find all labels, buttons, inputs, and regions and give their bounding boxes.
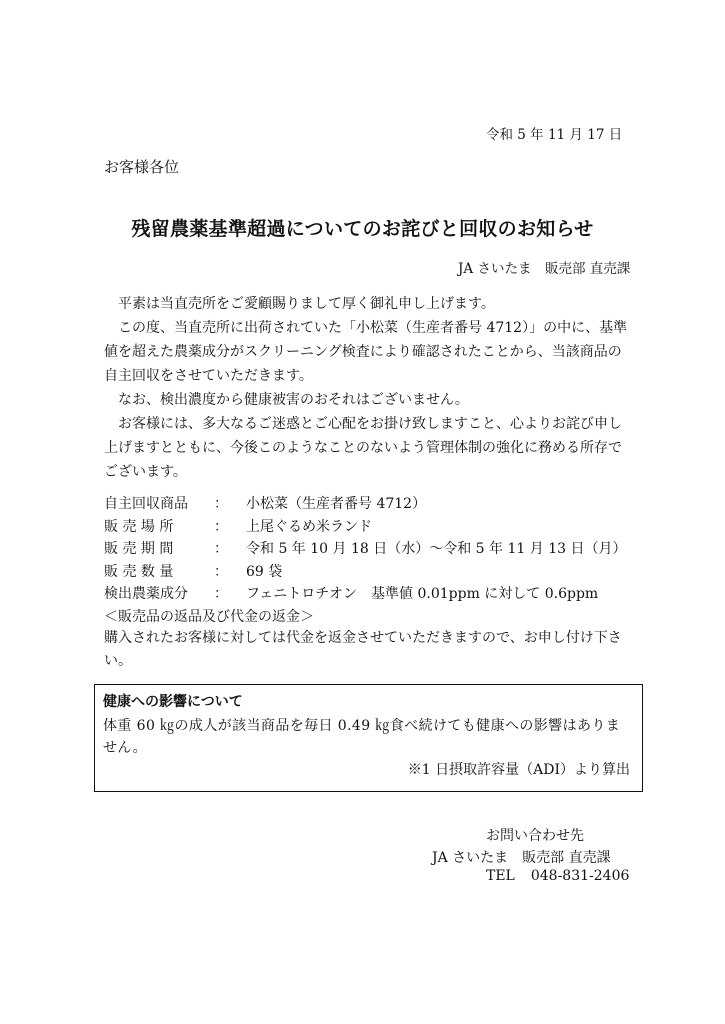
refund-heading-text: ＜販売品の返品及び代金の返金＞ xyxy=(104,608,314,625)
detail-colon: ： xyxy=(214,541,228,557)
detail-label: 販 売 期 間 xyxy=(104,541,174,557)
detail-colon: ： xyxy=(214,496,228,512)
phone-label: TEL xyxy=(486,868,515,884)
recall-details xyxy=(104,493,644,628)
body-paragraph-safety: なお、検出濃度から健康被害のおそれはございません。 xyxy=(118,392,469,408)
detail-label: 検出農薬成分 xyxy=(104,586,188,602)
detail-row-pesticide xyxy=(104,583,644,606)
salutation: お客様各位 xyxy=(104,158,180,176)
refund-heading xyxy=(104,606,644,629)
detail-row-period xyxy=(104,538,644,561)
detail-label: 販 売 場 所 xyxy=(104,518,174,535)
health-box-note: ※1 日摂取許容量（ADI）より算出 xyxy=(407,762,630,778)
detail-value: 令和 5 年 10 月 18 日（水）～令和 5 年 11 月 13 日（月） xyxy=(246,541,627,557)
health-impact-box xyxy=(94,684,643,792)
detail-colon: ： xyxy=(214,518,228,535)
phone-number: 048-831-2406 xyxy=(530,868,630,884)
detail-label: 販 売 数 量 xyxy=(104,563,174,580)
body-paragraph-apology: お客様には、多大なるご迷惑とご心配をお掛け致しますこと、心よりお詫び申し上げますとともに、今後このようなことのないよう管理体制の強化に務める所存でございます。 xyxy=(104,416,622,480)
detail-row-location xyxy=(104,516,644,539)
contact-organization: JA さいたま 販売部 直売課 xyxy=(432,850,611,866)
notice-date: 令和 5 年 11 月 17 日 xyxy=(486,127,623,143)
health-box-heading: 健康への影響について xyxy=(103,694,243,710)
detail-colon: ： xyxy=(214,586,228,602)
refund-text: 購入されたお客様に対しては代金を返金させていただきますので、お申し付け下さい。 xyxy=(104,630,622,669)
contact-phone xyxy=(486,868,629,884)
contact-label: お問い合わせ先 xyxy=(486,828,584,844)
detail-value: フェニトロチオン 基準値 0.01ppm に対して 0.6ppm xyxy=(246,586,599,602)
sender-name: JA さいたま 販売部 直売課 xyxy=(458,261,631,277)
detail-value: 小松菜（生産者番号 4712） xyxy=(246,496,427,512)
detail-label: 自主回収商品 xyxy=(104,496,188,512)
detail-value: 上尾ぐるめ米ランド xyxy=(246,518,372,535)
notice-title: 残留農薬基準超過についてのお詫びと回収のお知らせ xyxy=(131,218,594,240)
detail-colon: ： xyxy=(214,563,228,580)
body-paragraph-recall: この度、当直売所に出荷されていた「小松菜（生産者番号 4712）」の中に、基準値を超えた農薬成分がスクリーニング検査により確認されたことから、当該商品の自主回収をさせていただきます。 xyxy=(104,320,628,384)
health-box-body: 体重 60 ㎏の成人が該当商品を毎日 0.49 ㎏食べ続けても健康への影響はありません。 xyxy=(103,718,621,756)
detail-value: 69 袋 xyxy=(246,563,283,580)
detail-row-quantity xyxy=(104,561,644,584)
detail-row-product xyxy=(104,493,644,516)
body-paragraph-greeting: 平素は当直売所をご愛顧賜りまして厚く御礼申し上げます。 xyxy=(118,296,495,312)
